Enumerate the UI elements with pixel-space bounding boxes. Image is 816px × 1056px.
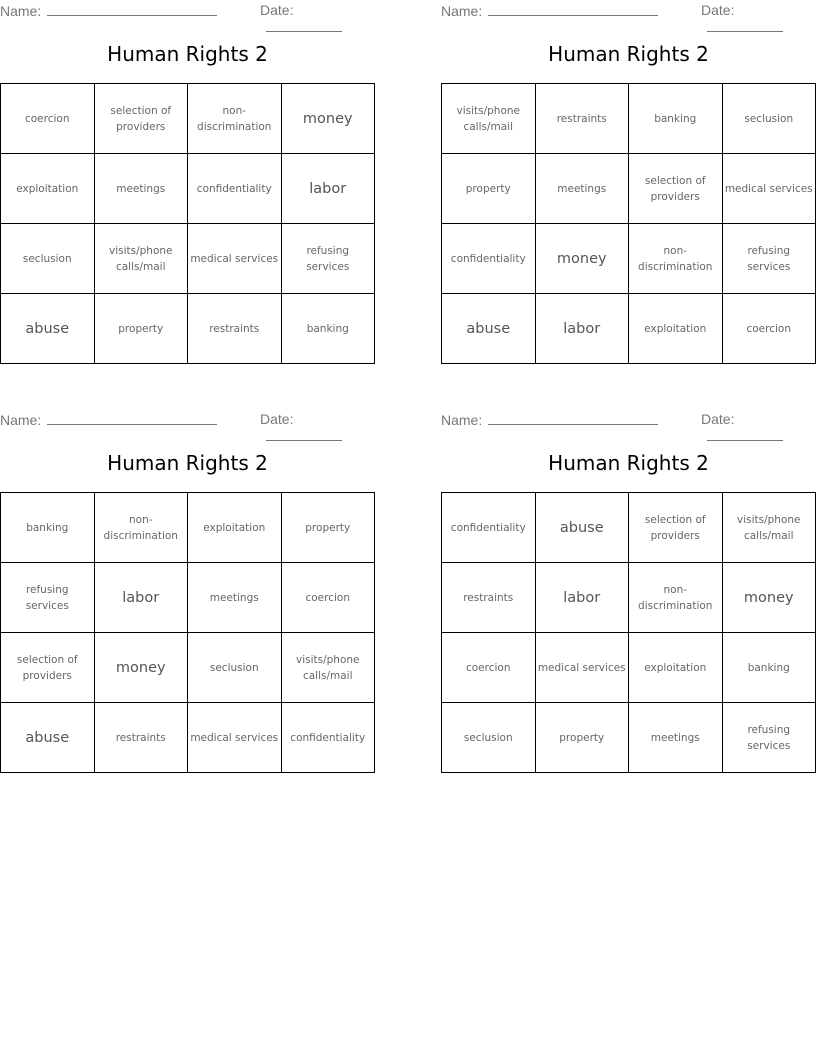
bingo-cell: exploitation: [1, 154, 95, 224]
bingo-cell: coercion: [442, 633, 536, 703]
bingo-cell: property: [281, 493, 375, 563]
date-blank: [266, 427, 342, 441]
bingo-cell: confidentiality: [442, 493, 536, 563]
bingo-cell: visits/phone calls/mail: [722, 493, 816, 563]
bingo-cell: restraints: [535, 84, 629, 154]
name-blank: [47, 2, 217, 16]
name-date-row: [0, 2, 375, 22]
date-label: Date:: [260, 2, 294, 18]
grid-row: [442, 563, 816, 633]
grid-row: [1, 563, 375, 633]
name-blank: [47, 411, 217, 425]
bingo-cell: labor: [281, 154, 375, 224]
bingo-cell: confidentiality: [442, 224, 536, 294]
bingo-cell: medical services: [188, 703, 282, 773]
grid-row: [442, 154, 816, 224]
bingo-cell: visits/phone calls/mail: [281, 633, 375, 703]
grid-row: [442, 224, 816, 294]
bingo-cell: banking: [629, 84, 723, 154]
date-label: Date:: [701, 2, 735, 18]
grid-row: [1, 493, 375, 563]
bingo-cell: refusing services: [722, 703, 816, 773]
grid-row: [1, 633, 375, 703]
grid-row: [442, 294, 816, 364]
bingo-cell: labor: [535, 563, 629, 633]
date-blank: [266, 18, 342, 32]
name-blank: [488, 411, 658, 425]
bingo-cell: labor: [94, 563, 188, 633]
grid-row: [442, 493, 816, 563]
bingo-cell: non-discrimination: [94, 493, 188, 563]
bingo-cell: money: [94, 633, 188, 703]
bingo-cell: non-discrimination: [629, 563, 723, 633]
date-label: Date:: [701, 411, 735, 427]
date-field: [701, 411, 816, 444]
bingo-cell: money: [722, 563, 816, 633]
bingo-grid: [0, 83, 375, 364]
grid-row: [1, 703, 375, 773]
bingo-cell: coercion: [722, 294, 816, 364]
name-date-row: [441, 411, 816, 431]
bingo-cell: confidentiality: [188, 154, 282, 224]
bingo-cell: medical services: [535, 633, 629, 703]
bingo-cell: meetings: [535, 154, 629, 224]
bingo-cell: banking: [281, 294, 375, 364]
date-label: Date:: [260, 411, 294, 427]
grid-row: [1, 84, 375, 154]
date-blank: [707, 18, 783, 32]
bingo-grid: [0, 492, 375, 773]
bingo-grid: [441, 83, 816, 364]
card-title: Human Rights 2: [548, 451, 709, 475]
date-blank: [707, 427, 783, 441]
bingo-cell: refusing services: [1, 563, 95, 633]
bingo-cell: property: [94, 294, 188, 364]
bingo-cell: non-discrimination: [629, 224, 723, 294]
bingo-cell: seclusion: [188, 633, 282, 703]
bingo-cell: property: [535, 703, 629, 773]
bingo-cell: selection of providers: [629, 493, 723, 563]
bingo-cell: labor: [535, 294, 629, 364]
name-label: Name:: [441, 412, 483, 428]
bingo-cell: money: [535, 224, 629, 294]
grid-row: [1, 154, 375, 224]
name-field: [441, 411, 658, 428]
bingo-cell: confidentiality: [281, 703, 375, 773]
bingo-grid: [441, 492, 816, 773]
bingo-cell: restraints: [442, 563, 536, 633]
bingo-cell: visits/phone calls/mail: [94, 224, 188, 294]
bingo-cell: meetings: [94, 154, 188, 224]
bingo-cell: exploitation: [188, 493, 282, 563]
card-title: Human Rights 2: [107, 451, 268, 475]
name-blank: [488, 2, 658, 16]
card-title: Human Rights 2: [548, 42, 709, 66]
bingo-cell: money: [281, 84, 375, 154]
bingo-cell: abuse: [442, 294, 536, 364]
bingo-cell: medical services: [188, 224, 282, 294]
bingo-cell: coercion: [1, 84, 95, 154]
name-field: [0, 2, 217, 19]
bingo-cell: refusing services: [722, 224, 816, 294]
bingo-cell: seclusion: [1, 224, 95, 294]
date-field: [260, 411, 375, 444]
name-label: Name:: [0, 3, 42, 19]
grid-row: [1, 224, 375, 294]
bingo-cell: restraints: [94, 703, 188, 773]
grid-row: [442, 703, 816, 773]
bingo-cell: seclusion: [442, 703, 536, 773]
bingo-cell: seclusion: [722, 84, 816, 154]
date-field: [701, 2, 816, 35]
name-date-row: [0, 411, 375, 431]
bingo-cell: meetings: [188, 563, 282, 633]
grid-row: [1, 294, 375, 364]
name-field: [0, 411, 217, 428]
bingo-cell: visits/phone calls/mail: [442, 84, 536, 154]
name-date-row: [441, 2, 816, 22]
date-field: [260, 2, 375, 35]
bingo-cell: exploitation: [629, 294, 723, 364]
grid-row: [442, 84, 816, 154]
bingo-cell: coercion: [281, 563, 375, 633]
name-label: Name:: [0, 412, 42, 428]
bingo-cell: selection of providers: [629, 154, 723, 224]
name-label: Name:: [441, 3, 483, 19]
bingo-cell: refusing services: [281, 224, 375, 294]
bingo-cell: abuse: [1, 703, 95, 773]
bingo-cell: non-discrimination: [188, 84, 282, 154]
bingo-cell: abuse: [1, 294, 95, 364]
bingo-cell: exploitation: [629, 633, 723, 703]
bingo-cell: selection of providers: [1, 633, 95, 703]
bingo-cell: selection of providers: [94, 84, 188, 154]
grid-row: [442, 633, 816, 703]
bingo-cell: banking: [722, 633, 816, 703]
bingo-cell: restraints: [188, 294, 282, 364]
bingo-cell: meetings: [629, 703, 723, 773]
card-title: Human Rights 2: [107, 42, 268, 66]
bingo-cell: banking: [1, 493, 95, 563]
bingo-cell: abuse: [535, 493, 629, 563]
name-field: [441, 2, 658, 19]
bingo-cell: property: [442, 154, 536, 224]
bingo-cell: medical services: [722, 154, 816, 224]
